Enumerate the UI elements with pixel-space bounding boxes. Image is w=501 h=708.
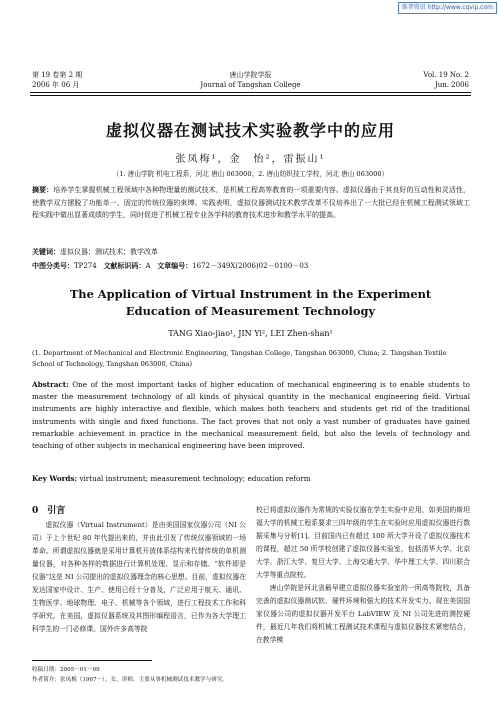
abstract-text-en: One of the most important tasks of higher education of mechanical engineering is to enable students to master the measurement technology of all kinds of physical quantity in the mechanical engineering field. Virtual instruments are highly interactive and flexible, which makes both teachers and students get rid of the traditional instruments with single and fixed functions. The fact proves that not only a vast number of graduates have gained remarkable achievement in practice in the mechanical measurement field, but also the levels of technology and teaching of other subjects in mechanical engineering have been improved. [32,380,470,451]
abstract-label-en: Abstract: [32,380,69,389]
keywords-cn [32,247,470,257]
keywords-text-cn: 虚拟仪器；测试技术；教学改革 [60,248,158,256]
volume-issue: 第 19 卷第 2 期 [32,71,83,79]
keywords-text-en: virtual instrument; measurement technology; education reform [79,474,311,483]
keywords-label-cn: 关键词： [32,247,60,256]
abstract-cn [32,184,470,222]
keywords-label-en: Key Words: [32,474,78,483]
affiliation-cn: （1. 唐山学院 机电工程系，河北 唐山 063000；2. 唐山纺织技工学校，河北 唐山 063000） [112,170,389,178]
authors-cn: 张凤梅¹，金 怡²，雷振山¹ [175,154,326,165]
abstract-label-cn: 摘要： [32,185,54,194]
body-paragraph: 唐山学院是河北省最早建立虚拟仪器实验室的一所高等院校，具备完善的虚拟仪器测试软、硬件环境和强大的技术开发实力。现在美国国家仪器公司的虚拟仪器开发平台 LabVIEW 及 NI 公司先进的测控硬件，最近几年我们将机械工程测试技术课程与虚拟仪器技术紧密结合，在教学模 [256,584,470,644]
body-paragraph: 校已将虚拟仪器作为常规的实验仪器在学生实验中应用，如美国的斯坦福大学的机械工程系要求三四年级的学生在实验时应用虚拟仪器进行数据采集与分析[1]。目前国内已有超过 100 所大学开设了虚拟仪器技术的课程，超过 50 所学校创建了虚拟仪器实验室，包括清华大学、北京大学、浙江大学、复旦大学、上海交通大学、华中理工大学、四川联合大学等重点院校。 [256,506,470,579]
doccode-label: 文献标识码： [103,261,146,270]
affiliation-en: (1. Department of Mechanical and Electronic Engineering, Tangshan College, Tangshan 063000, China; 2. Tangshan Textile School of Technology, Tangshan 063000, China) [32,349,447,368]
paper-title-cn: 虚拟仪器在测试技术实验教学中的应用 [105,121,395,140]
title-en-line1: The Application of Virtual Instrument in the Experiment [69,287,432,301]
class-label: 中图分类号： [32,261,74,270]
footnote [32,666,472,685]
article-number-label: 文章编号： [157,261,193,270]
keywords-en [32,474,470,483]
journal-volume-en [423,70,469,90]
volume-issue-en: Vol. 19 No. 2 [423,71,469,79]
journal-name-en: Journal of Tangshan College [200,81,301,89]
body-column-left [32,519,246,636]
authors-en: TANG Xiao-jiao¹, JIN Yi², LEI Zhen-shan¹ [168,329,333,338]
abstract-text-cn: 培养学生掌握机械工程领域中各种物理量的测试技术，是机械工程高等教育的一项重要内容。虚拟仪器由于其良好的互动性和灵活性，使教学双方摆脱了功能单一、固定的传统仪器的束缚。实践表明，虚拟仪器测试技术教学改革不仅培养出了一大批已经在机械工程测试领域工程实践中做出显著成绩的学生，同时促进了机械工程专业各学科的教育技术进步和教学水平的提高。 [32,186,471,220]
article-number-value: 1672－349X(2006)02－0100－03 [192,262,309,270]
section-heading: 0 引言 [32,506,66,516]
publication-date: 2006 年 06 月 [32,81,80,89]
received-date: 收稿日期：2005－01－09 [32,667,100,673]
header-rule-thick [30,92,471,93]
body-paragraph: 虚拟仪器（Virtual Instrument）是由美国国家仪器公司（NI 公司）于上个世纪 80 年代提出来的，并由此引发了传统仪器领域的一场革命。所谓虚拟仪器就是采用计算机开放体系结构来代替传统的单机测量仪器，对各种各样的数据进行计算机处理、显示和存储。“软件即是仪器”这是 NI 公司提出的虚拟仪器理念的核心思想。目前，虚拟仪器在发达国家中设计、生产、使用已经十分普及，广泛应用于航天、通讯、生物医学、地球物理、电子、机械等各个领域，进行工程技术工作和科学研究。在美国，虚拟仪器系统及其图形编程语言，已作为各大学理工科学生的一门必修课。国外许多高等院 [32,521,246,633]
footnote-rule [32,660,152,661]
body-column-right [256,504,470,647]
abstract-en [32,379,470,452]
class-value: TP274 [74,262,97,270]
paper-title-en [0,286,501,320]
author-bio: 作者简介：张凤梅（1967－），女，讲师，主要从事机械测试技术教学与研究。 [32,676,229,683]
journal-name-cn: 唐山学院学报 [229,71,272,79]
title-en-line2: Education of Measurement Technology [125,304,376,318]
watermark: 维普资讯 http://www.cqvip.com [398,2,497,14]
header-rule-thin [30,95,471,96]
publication-date-en: Jun. 2006 [434,81,469,89]
classification-line [32,261,470,271]
doccode-value: A [145,262,151,270]
